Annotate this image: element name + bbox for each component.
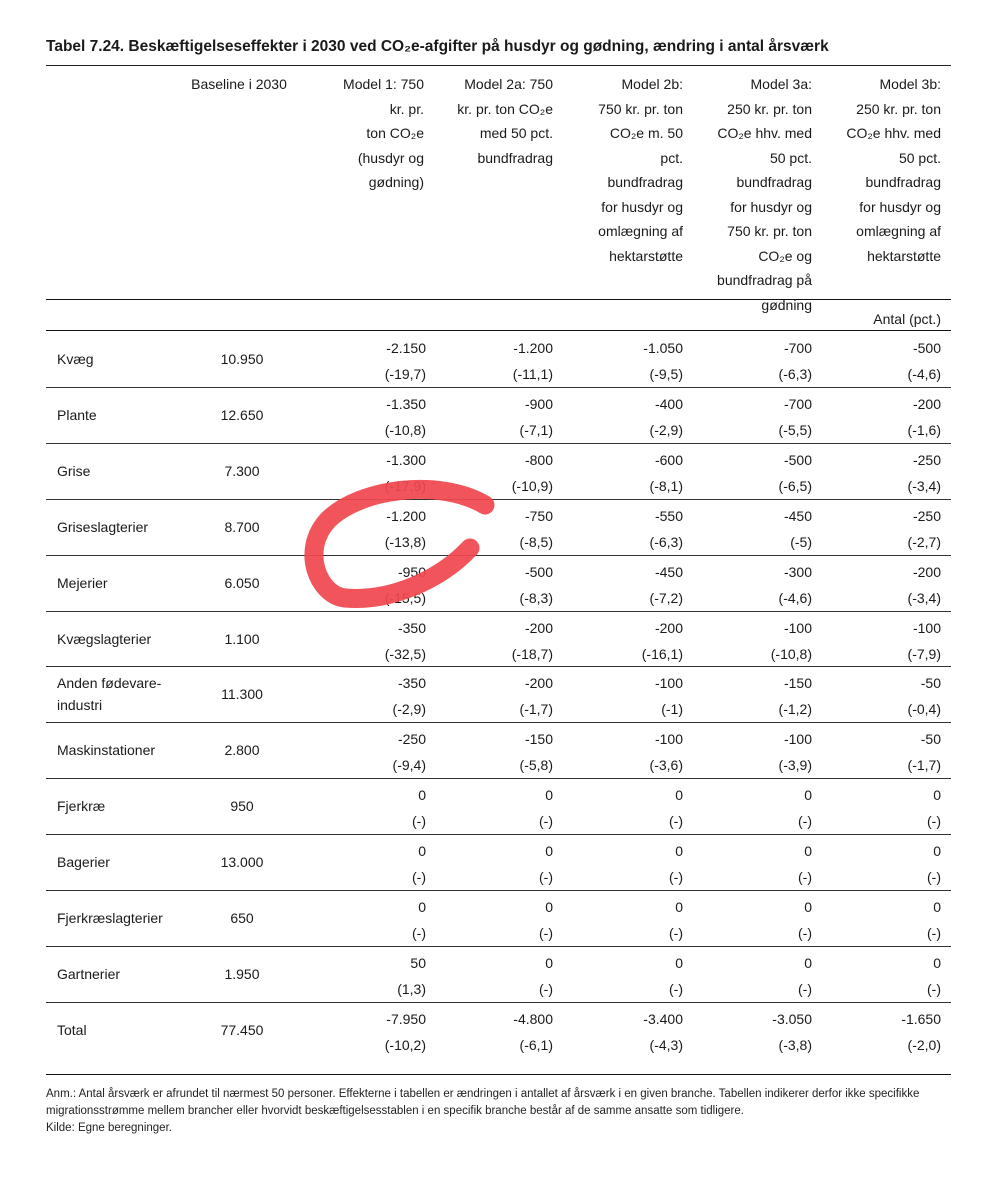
- cell-count: -500: [912, 340, 941, 356]
- cell-percent: (-1,7): [907, 757, 941, 774]
- cell-count: 0: [545, 954, 553, 971]
- cell-percent: (-6,1): [519, 1036, 553, 1053]
- row-divider: [46, 1002, 951, 1003]
- table-cell: [316, 335, 426, 387]
- table-cell: [573, 447, 683, 499]
- cell-count: -250: [397, 731, 426, 748]
- cell-percent: (-1,7): [519, 701, 553, 718]
- cell-count: -150: [783, 675, 812, 692]
- cell-percent: (-7,1): [519, 421, 553, 438]
- cell-count: -200: [912, 563, 941, 580]
- column-header-model-1: Model 1: 750 kr. pr. ton CO₂e (husdyr og gødning): [343, 76, 424, 190]
- table-cell: [316, 615, 426, 667]
- cell-count: -200: [654, 619, 683, 636]
- cell-percent: (-11,1): [512, 366, 553, 382]
- cell-count: -100: [654, 675, 683, 692]
- baseline-value: 12.650: [220, 406, 264, 423]
- cell-count: -950: [397, 563, 426, 580]
- cell-percent: (-): [927, 925, 941, 941]
- table-cell: [316, 838, 426, 890]
- cell-percent: (-10,8): [384, 421, 426, 438]
- table-cell: [573, 335, 683, 387]
- cell-count: 0: [418, 899, 426, 915]
- cell-count: -1.200: [386, 507, 426, 524]
- cell-percent: (-0,4): [907, 701, 941, 718]
- cell-count: -200: [524, 619, 553, 636]
- cell-percent: (-6,3): [778, 366, 812, 382]
- row-divider: [46, 834, 951, 835]
- cell-count: 0: [545, 787, 553, 804]
- unit-label: Antal (pct.): [873, 311, 941, 327]
- table-cell: [316, 950, 426, 1002]
- cell-percent: (-3,9): [778, 757, 812, 774]
- cell-count: -7.950: [386, 1010, 426, 1027]
- row-divider: [46, 890, 951, 891]
- row-label: Maskinstationer: [57, 742, 156, 759]
- cell-percent: (-): [669, 980, 683, 997]
- table-cell: [316, 559, 426, 611]
- cell-percent: (-32,5): [384, 645, 426, 662]
- table-cell: [831, 726, 941, 778]
- cell-count: -100: [783, 731, 812, 748]
- cell-percent: (-): [798, 869, 812, 886]
- table-note: [46, 1086, 946, 1137]
- table-cell: [573, 1006, 683, 1058]
- cell-percent: (-): [412, 869, 426, 886]
- cell-percent: (-2,7): [907, 533, 941, 550]
- cell-count: 0: [675, 787, 683, 804]
- cell-count: -100: [912, 619, 941, 636]
- table-cell: [702, 894, 812, 946]
- baseline-value: 11.300: [221, 686, 263, 703]
- cell-percent: (-4,6): [778, 589, 812, 606]
- table-cell: [443, 503, 553, 555]
- column-header-model-3b: Model 3b: 250 kr. pr. ton CO₂e hhv. med 50 pct. bundfradrag for husdyr og omlægning af hektarstøtte: [846, 76, 941, 264]
- row-label: Plante: [57, 406, 97, 423]
- cell-percent: (-): [669, 813, 683, 830]
- baseline-value: 8.700: [224, 518, 260, 535]
- table-bottom-rule: [46, 1074, 951, 1075]
- cell-count: -100: [783, 619, 812, 636]
- row-divider: [46, 443, 951, 444]
- table-cell: [573, 391, 683, 443]
- cell-percent: (-18,7): [511, 645, 553, 662]
- table-cell: [316, 670, 426, 722]
- table-cell: [702, 391, 812, 443]
- table-cell: [702, 838, 812, 890]
- table-cell: [831, 782, 941, 834]
- table-cell: [443, 838, 553, 890]
- table-cell: [702, 670, 812, 722]
- row-divider: [46, 387, 951, 388]
- cell-percent: (-): [539, 925, 553, 941]
- cell-count: -50: [920, 731, 941, 748]
- table-cell: [316, 391, 426, 443]
- baseline-value: 6.050: [224, 574, 260, 591]
- cell-percent: (-): [539, 980, 553, 997]
- cell-count: 0: [418, 787, 426, 804]
- table-cell: [316, 503, 426, 555]
- cell-percent: (-1,2): [778, 701, 812, 718]
- cell-count: 0: [675, 899, 683, 915]
- cell-count: -250: [912, 507, 941, 524]
- cell-count: -250: [912, 451, 941, 468]
- table-cell: [316, 726, 426, 778]
- table-cell: [831, 559, 941, 611]
- table-cell: [316, 1006, 426, 1058]
- cell-percent: (-7,2): [649, 589, 683, 606]
- cell-percent: (-): [798, 813, 812, 830]
- cell-percent: (-1,6): [907, 421, 941, 438]
- table-cell: [443, 726, 553, 778]
- cell-percent: (-): [798, 980, 812, 997]
- table-cell: [443, 670, 553, 722]
- note-text: Anm.: Antal årsværk er afrundet til nærmest 50 personer. Effekterne i tabellen er ændringen i antallet af årsværk i en given branche. Tabellen indikerer derfor ikke specifikke migrationsstrømme mellem brancher eller hvorvidt beskæftigelsesstablen i en specifik branche består af de samme ansatte som tidligere.: [46, 1088, 920, 1117]
- cell-percent: (-10,2): [384, 1036, 426, 1053]
- header-rule: [46, 299, 951, 300]
- cell-percent: (-13,8): [384, 533, 426, 550]
- cell-count: -1.650: [901, 1010, 941, 1027]
- table-cell: [316, 894, 426, 946]
- row-label: Gartnerier: [57, 965, 121, 982]
- cell-count: -450: [654, 563, 683, 580]
- cell-percent: (-17,9): [384, 477, 426, 494]
- cell-percent: (-): [539, 813, 553, 830]
- baseline-value: 1.100: [224, 630, 260, 647]
- cell-percent: (-9,4): [392, 757, 426, 774]
- table-cell: [831, 670, 941, 722]
- cell-count: -400: [654, 395, 683, 412]
- table-cell: [573, 503, 683, 555]
- row-divider: [46, 666, 951, 667]
- cell-percent: (-19,7): [384, 366, 426, 382]
- baseline-value: 950: [230, 798, 254, 815]
- row-divider: [46, 778, 951, 779]
- cell-count: -200: [524, 675, 553, 692]
- table-cell: [316, 782, 426, 834]
- table-cell: [443, 391, 553, 443]
- table-cell: [702, 726, 812, 778]
- table-cell: [702, 559, 812, 611]
- cell-count: -800: [524, 451, 553, 468]
- cell-percent: (1,3): [397, 980, 426, 997]
- column-header-model-2a: Model 2a: 750 kr. pr. ton CO₂e med 50 pct. bundfradrag: [457, 76, 553, 166]
- cell-percent: (-3,4): [907, 477, 941, 494]
- cell-percent: (-8,3): [519, 589, 553, 606]
- cell-count: 0: [804, 954, 812, 971]
- cell-percent: (-): [412, 925, 426, 941]
- table-cell: [443, 559, 553, 611]
- cell-count: -700: [783, 340, 812, 356]
- table-cell: [443, 782, 553, 834]
- title-rule: [46, 65, 951, 66]
- cell-count: -500: [524, 563, 553, 580]
- cell-count: -150: [524, 731, 553, 748]
- table-cell: [702, 335, 812, 387]
- cell-percent: (-4,6): [907, 366, 941, 382]
- table-cell: [573, 838, 683, 890]
- cell-percent: (-5,5): [778, 421, 812, 438]
- cell-percent: (-5): [790, 533, 812, 550]
- table-cell: [831, 335, 941, 387]
- baseline-value: 7.300: [224, 462, 260, 479]
- cell-count: -1.200: [513, 340, 553, 356]
- table-cell: [831, 503, 941, 555]
- cell-percent: (-3,6): [649, 757, 683, 774]
- table-cell: [443, 894, 553, 946]
- cell-count: 0: [675, 843, 683, 860]
- table-cell: [831, 838, 941, 890]
- cell-percent: (-): [669, 925, 683, 941]
- cell-count: -900: [524, 395, 553, 412]
- column-header-model-3a: Model 3a: 250 kr. pr. ton CO₂e hhv. med 50 pct. bundfradrag for husdyr og 750 kr. pr. ton CO₂e og bundfradrag på gødning: [717, 76, 812, 313]
- table-cell: [443, 335, 553, 387]
- cell-count: -1.300: [386, 451, 426, 468]
- table-cell: [702, 950, 812, 1002]
- table-cell: [443, 447, 553, 499]
- cell-count: 0: [804, 899, 812, 915]
- cell-percent: (-7,9): [907, 645, 941, 662]
- cell-percent: (-9,5): [649, 366, 683, 382]
- cell-percent: (-): [927, 980, 941, 997]
- row-label: Kvæg: [57, 351, 94, 367]
- column-header-baseline: Baseline i 2030: [191, 76, 287, 92]
- cell-percent: (-10,9): [511, 477, 553, 494]
- cell-percent: (-5,8): [519, 757, 553, 774]
- baseline-value: 2.800: [224, 742, 260, 759]
- table-cell: [831, 894, 941, 946]
- cell-percent: (-): [798, 925, 812, 941]
- row-label: Fjerkræ: [57, 798, 106, 815]
- baseline-value: 13.000: [220, 854, 264, 871]
- table-cell: [443, 1006, 553, 1058]
- row-label: Griseslagterier: [57, 518, 149, 535]
- cell-count: 50: [410, 954, 426, 971]
- table-cell: [573, 782, 683, 834]
- unit-rule: [46, 330, 951, 331]
- row-label: Kvægslagterier: [57, 630, 152, 647]
- cell-percent: (-6,3): [649, 533, 683, 550]
- cell-count: -50: [920, 675, 941, 692]
- cell-percent: (-10,8): [770, 645, 812, 662]
- table-cell: [573, 615, 683, 667]
- row-divider: [46, 722, 951, 723]
- table-cell: [831, 1006, 941, 1058]
- row-divider: [46, 555, 951, 556]
- row-label: Grise: [57, 462, 91, 479]
- cell-count: -3.400: [643, 1010, 683, 1027]
- cell-count: -700: [783, 395, 812, 412]
- cell-count: 0: [675, 954, 683, 971]
- table-cell: [443, 950, 553, 1002]
- baseline-value: 77.450: [220, 1021, 264, 1038]
- table-cell: [702, 615, 812, 667]
- table-cell: [831, 615, 941, 667]
- cell-percent: (-8,1): [649, 477, 683, 494]
- cell-percent: (-): [669, 869, 683, 886]
- cell-percent: (-): [412, 813, 426, 830]
- cell-count: -3.050: [772, 1010, 812, 1027]
- table-cell: [443, 615, 553, 667]
- table-cell: [573, 894, 683, 946]
- table-cell: [573, 670, 683, 722]
- table-cell: [702, 503, 812, 555]
- table-cell: [702, 1006, 812, 1058]
- table-title: Tabel 7.24. Beskæftigelseseffekter i 2030 ved CO₂e-afgifter på husdyr og gødning, ændring i antal årsværk: [46, 38, 829, 55]
- column-header-model-2b: Model 2b: 750 kr. pr. ton CO₂e m. 50 pct. bundfradrag for husdyr og omlægning af hektarstøtte: [598, 76, 683, 264]
- cell-count: 0: [418, 843, 426, 860]
- cell-count: -450: [783, 507, 812, 524]
- cell-percent: (-4,3): [649, 1036, 683, 1053]
- cell-count: -750: [524, 507, 553, 524]
- table-cell: [316, 447, 426, 499]
- cell-count: 0: [933, 843, 941, 860]
- table-cell: [573, 559, 683, 611]
- cell-count: 0: [545, 843, 553, 860]
- table-cell: [573, 726, 683, 778]
- table-cell: [831, 950, 941, 1002]
- cell-count: 0: [933, 899, 941, 915]
- row-divider: [46, 499, 951, 500]
- cell-count: -350: [397, 619, 426, 636]
- cell-count: 0: [804, 787, 812, 804]
- cell-count: 0: [933, 954, 941, 971]
- table-cell: [702, 447, 812, 499]
- cell-percent: (-16,1): [641, 645, 683, 662]
- row-label: Bagerier: [57, 854, 110, 871]
- baseline-value: 650: [230, 910, 254, 926]
- table-cell: [831, 391, 941, 443]
- cell-count: -100: [654, 731, 683, 748]
- cell-count: -550: [654, 507, 683, 524]
- cell-percent: (-): [539, 869, 553, 886]
- table-cell: [573, 950, 683, 1002]
- table-cell: [702, 782, 812, 834]
- row-divider: [46, 611, 951, 612]
- cell-percent: (-6,5): [778, 477, 812, 494]
- cell-count: -1.350: [386, 395, 426, 412]
- row-divider: [46, 946, 951, 947]
- table-cell: [831, 447, 941, 499]
- row-label: Anden fødevare- industri: [57, 675, 162, 714]
- cell-percent: (-): [927, 869, 941, 886]
- cell-percent: (-3,4): [907, 589, 941, 606]
- cell-count: -200: [912, 395, 941, 412]
- row-label: Fjerkræslagterier: [57, 910, 163, 926]
- cell-count: -2.150: [386, 340, 426, 356]
- cell-count: -4.800: [513, 1010, 553, 1027]
- cell-percent: (-2,9): [649, 421, 683, 438]
- cell-count: -600: [654, 451, 683, 468]
- cell-percent: (-3,8): [778, 1036, 812, 1053]
- row-label: Mejerier: [57, 574, 108, 591]
- baseline-value: 10.950: [220, 351, 264, 367]
- cell-count: -1.050: [643, 340, 683, 356]
- cell-count: 0: [804, 843, 812, 860]
- cell-percent: (-2,0): [907, 1036, 941, 1053]
- baseline-value: 1.950: [224, 965, 260, 982]
- cell-count: -500: [783, 451, 812, 468]
- row-label: Total: [57, 1021, 87, 1038]
- cell-count: 0: [933, 787, 941, 804]
- cell-count: 0: [545, 899, 553, 915]
- cell-count: -350: [397, 675, 426, 692]
- cell-percent: (-8,5): [519, 533, 553, 550]
- cell-percent: (-): [927, 813, 941, 830]
- cell-percent: (-15,5): [384, 589, 426, 606]
- cell-percent: (-2,9): [392, 701, 426, 718]
- source-text: Kilde: Egne beregninger.: [46, 1122, 172, 1134]
- cell-count: -300: [783, 563, 812, 580]
- cell-percent: (-1): [661, 701, 683, 718]
